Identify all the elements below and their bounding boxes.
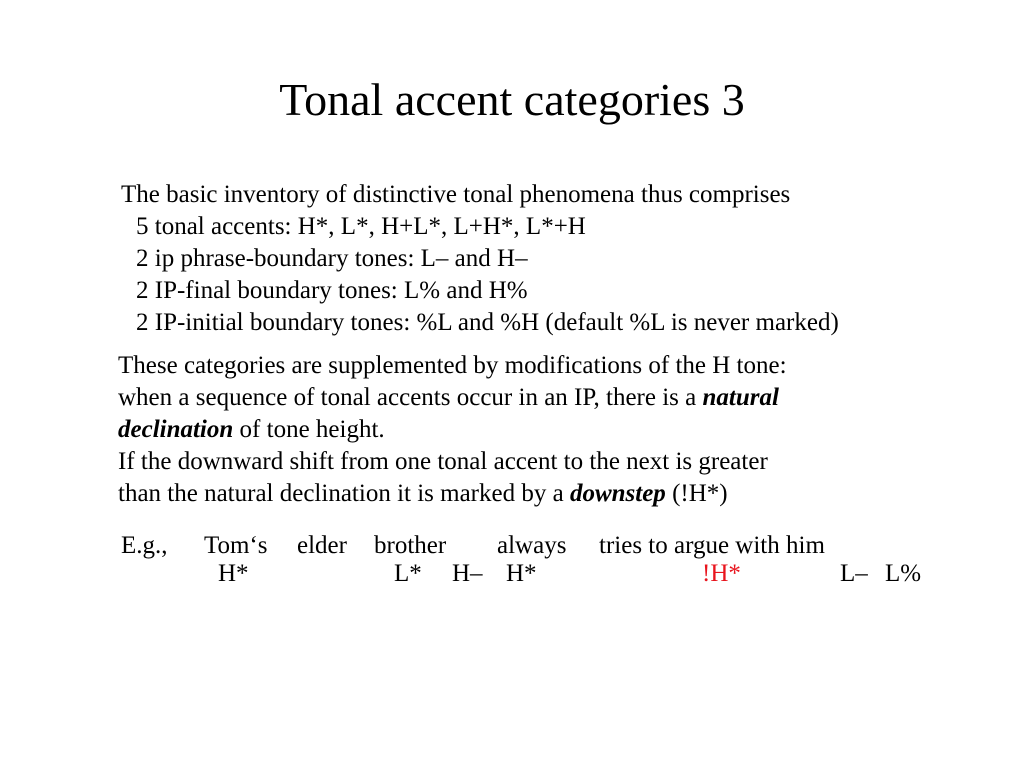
modifications-line-2 xyxy=(118,382,787,414)
modifications-line-4: If the downward shift from one tonal accent to the next is greater xyxy=(118,448,768,475)
example-word-brother: brother xyxy=(374,532,447,559)
example-word-rest: tries to argue with him xyxy=(599,532,825,559)
tone-h-star-1: H* xyxy=(218,560,249,587)
example-label: E.g., xyxy=(121,532,168,559)
example-word-always: always xyxy=(497,532,567,559)
inventory-item-ip-final: 2 IP-final boundary tones: L% and H% xyxy=(136,277,528,304)
term-downstep: downstep xyxy=(569,480,666,507)
modifications-line-5-text: than the natural declination it is marked by a xyxy=(118,480,570,507)
tone-h-minus: H– xyxy=(452,560,483,587)
modifications-block xyxy=(118,350,787,510)
modifications-line-5 xyxy=(118,478,787,510)
tone-l-percent: L% xyxy=(885,560,922,587)
modifications-line-3 xyxy=(118,414,787,446)
inventory-block xyxy=(121,179,839,339)
inventory-intro: The basic inventory of distinctive tonal phenomena thus comprises xyxy=(121,181,791,208)
example-word-toms: Tom‘s xyxy=(204,532,268,559)
tone-l-star: L* xyxy=(394,560,422,587)
tone-l-minus: L– xyxy=(840,560,868,587)
inventory-item-ip-initial: 2 IP-initial boundary tones: %L and %H (default %L is never marked) xyxy=(136,309,839,336)
tone-h-star-2: H* xyxy=(506,560,537,587)
inventory-item-ip-boundary: 2 ip phrase-boundary tones: L– and H– xyxy=(136,245,528,272)
example-word-elder: elder xyxy=(297,532,347,559)
tone-downstep-h-star: !H* xyxy=(702,560,741,587)
inventory-item-tonal-accents: 5 tonal accents: H*, L*, H+L*, L+H*, L*+H xyxy=(136,213,586,240)
modifications-line-2-text: when a sequence of tonal accents occur in an IP, there is a xyxy=(118,384,703,411)
modifications-line-3-text: of tone height. xyxy=(233,416,385,443)
slide-title: Tonal accent categories 3 xyxy=(279,74,745,125)
term-declination: declination xyxy=(118,416,234,443)
term-natural: natural xyxy=(702,384,779,411)
modifications-line-5-tail: (!H*) xyxy=(665,480,728,507)
modifications-line-1: These categories are supplemented by modifications of the H tone: xyxy=(118,352,787,379)
